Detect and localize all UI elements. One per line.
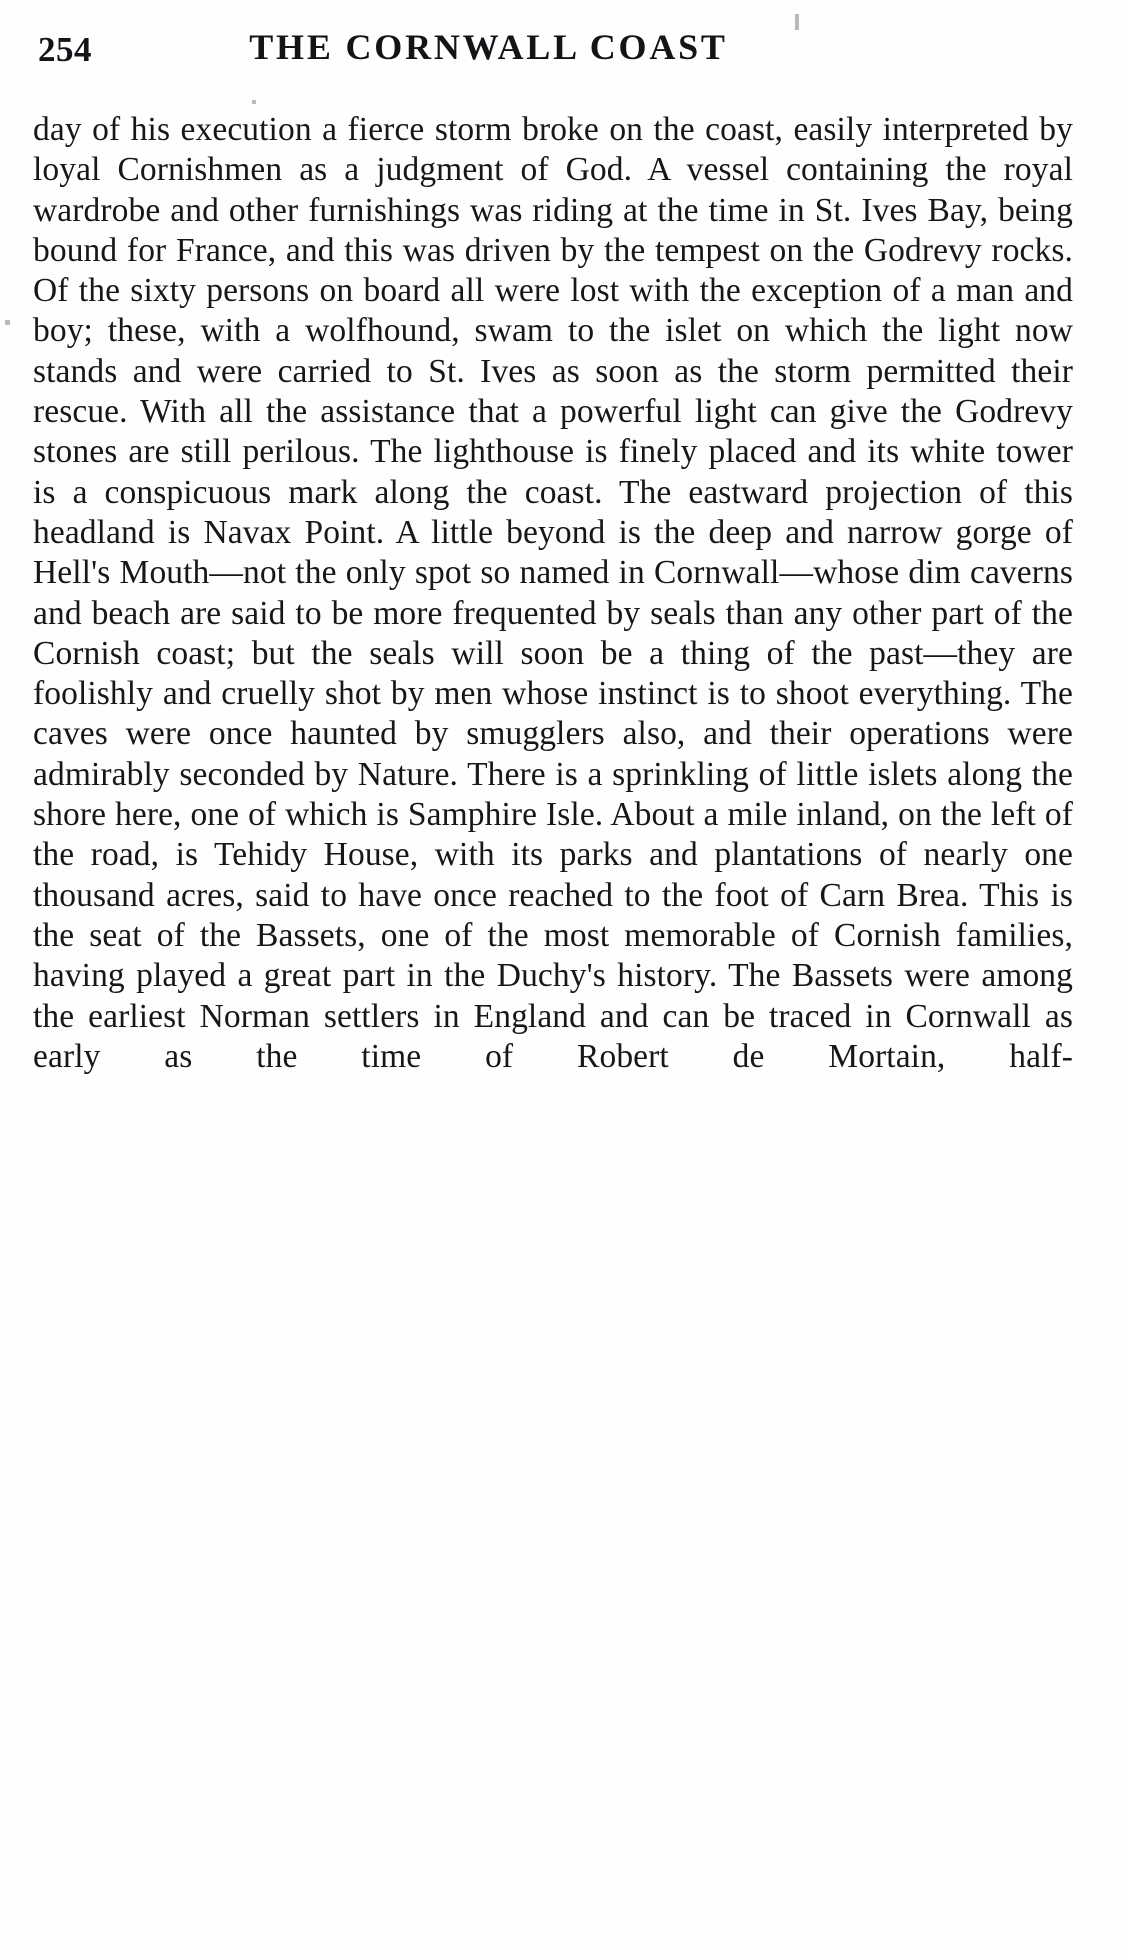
body-paragraph: day of his execution a fierce storm broke on the coast, easily interpreted by loyal Cornishmen as a judgment of God. A vessel containing the royal wardrobe and other furnishings was riding at the time in St. Ives Bay, being bound for France, and this was driven by the tempest on the Godrevy rocks. Of the sixty persons on board all were lost with the exception of a man and boy; these, with a wolfhound, swam to the islet on which the light now stands and were carried to St. Ives as soon as the storm permitted their rescue. With all the assistance that a powerful light can give the Godrevy stones are still perilous. The lighthouse is finely placed and its white tower is a conspicuous mark along the coast. The eastward projection of this headland is Navax Point. A little beyond is the deep and narrow gorge of Hell's Mouth—not the only spot so named in Cornwall—whose dim caverns and beach are said to be more frequented by seals than any other part of the Cornish coast; but the seals will soon be a thing of the past—they are foolishly and cruelly shot by men whose instinct is to shoot everything. The caves were once haunted by smugglers also, and their operations were admirably seconded by Nature. There is a sprinkling of little islets along the shore here, one of which is Samphire Isle. About a mile inland, on the left of the road, is Tehidy House, with its parks and plantations of nearly one thousand acres, said to have once reached to the foot of Carn Brea. This is the seat of the Bassets, one of the most memorable of Cornish families, having played a great part in the Duchy's history. The Bassets were among the earliest Norman settlers in England and can be traced in Cornwall as early as the time of Robert de Mortain, half- — [33, 111, 1073, 1075]
scan-speck — [5, 320, 10, 325]
scan-speck — [795, 14, 799, 30]
page-body — [33, 110, 1073, 1077]
page-number: 254 — [38, 30, 92, 69]
scan-speck — [252, 100, 256, 104]
page-header — [0, 14, 1127, 70]
running-head-title: THE CORNWALL COAST — [249, 27, 728, 67]
